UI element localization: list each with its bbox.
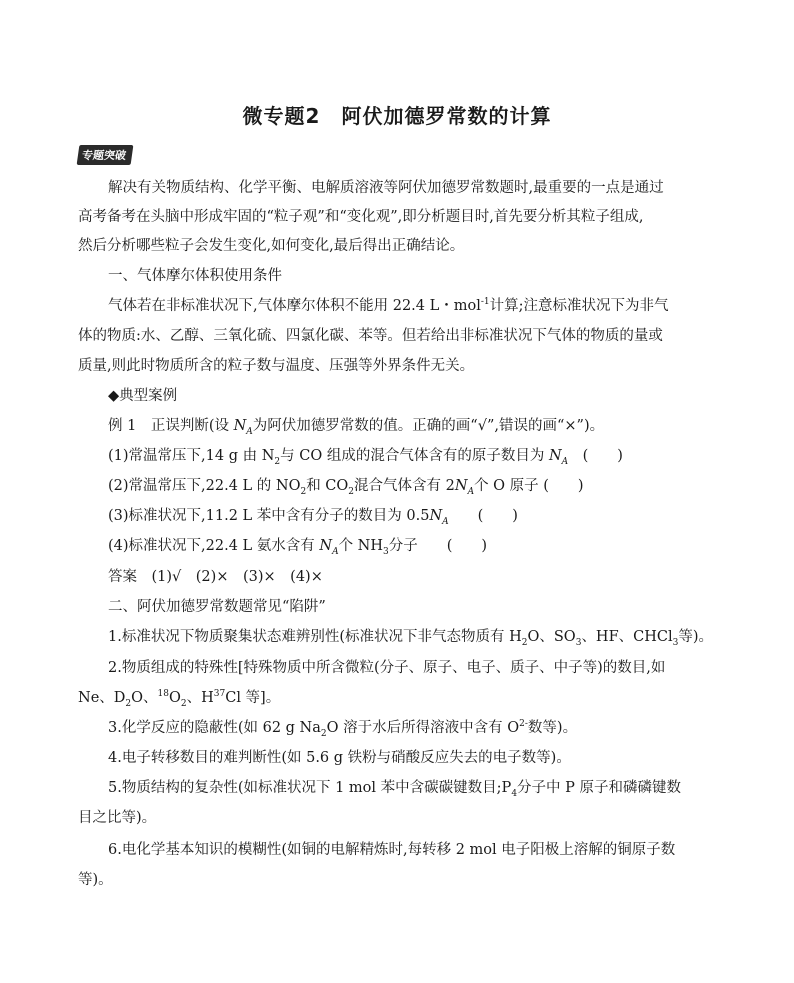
question-item: (3)标准状况下,11.2 L 苯中含有分子的数目为 $0.5N_A$ ( )	[108, 508, 518, 527]
trap-item: 1.标准状况下物质聚集状态难辨别性(标准状况下非气态物质有 $H_2O$、$SO_3$、HF、CHCl$_3$等)。	[108, 629, 714, 648]
trap-item-continued: 目之比等)。	[78, 810, 157, 826]
trap-item: 2.物质组成的特殊性[特殊物质中所含微粒(分子、原子、电子、质子、中子等)的数目,如	[108, 660, 666, 676]
badge-char: 突	[103, 149, 116, 162]
trap-item-continued: Ne、$D_2O$、$^{18}O_2$、$H^{37}Cl$ 等]。	[78, 689, 281, 709]
question-item: (2)常温常压下,22.4 L 的 $NO_2$和 $CO_2$混合气体含有 $2N_A$个 O 原子 ( )	[108, 478, 584, 497]
trap-item: 6.电化学基本知识的模糊性(如铜的电解精炼时,每转移 2 mol 电子阳极上溶解的铜原子数	[108, 842, 676, 858]
paragraph-line: 气体若在非标准状况下,气体摩尔体积不能用 22.4 L・mol$^{-1}$计算;注意标准状况下为非气	[108, 297, 669, 314]
trap-item: 3.化学反应的隐蔽性(如 62 g $Na_2O$ 溶于水后所得溶液中含有 $O^{2-}$数等)。	[108, 719, 578, 739]
answer-line: 答案 (1)√ (2)× (3)× (4)×	[108, 569, 323, 585]
intro-line: 解决有关物质结构、化学平衡、电解质溶液等阿伏加德罗常数题时,最重要的一点是通过	[108, 180, 664, 196]
question-item: (1)常温常压下,14 g 由 $N_2$与 CO 组成的混合气体含有的原子数目为 $N_A$ ( )	[108, 448, 623, 467]
badge-char: 专	[81, 149, 94, 162]
example-statement: 例 1 正误判断(设 $N_A$为阿伏加德罗常数的值。正确的画“√”,错误的画“×”)。	[108, 418, 605, 437]
intro-line: 然后分析哪些粒子会发生变化,如何变化,最后得出正确结论。	[78, 238, 465, 254]
paragraph-line: 体的物质:水、乙醇、三氧化硫、四氯化碳、苯等。但若给出非标准状况下气体的物质的量或	[78, 328, 663, 344]
section-heading: 二、阿伏加德罗常数题常见“陷阱”	[108, 599, 326, 615]
example-heading: ◆典型案例	[108, 388, 178, 404]
paragraph-line: 质量,则此时物质所含的粒子数与温度、压强等外界条件无关。	[78, 358, 475, 374]
page-title: 微专题2 阿伏加德罗常数的计算	[242, 104, 552, 128]
trap-item-continued: 等)。	[78, 872, 113, 888]
badge-char: 破	[114, 149, 127, 162]
trap-item: 5.物质结构的复杂性(如标准状况下 1 mol 苯中含碳碳键数目$;P_4$分子中 P 原子和磷磷键数	[108, 780, 682, 799]
intro-line: 高考备考在头脑中形成牢固的“粒子观”和“变化观”,即分析题目时,首先要分析其粒子组成,	[78, 209, 644, 225]
trap-item: 4.电子转移数目的难判断性(如 5.6 g 铁粉与硝酸反应失去的电子数等)。	[108, 750, 571, 766]
section-badge	[77, 145, 134, 165]
question-item: (4)标准状况下,22.4 L 氨水含有 $N_A$个 $NH_3$分子 ( )	[108, 538, 488, 557]
badge-char: 题	[92, 149, 105, 162]
section-heading: 一、气体摩尔体积使用条件	[108, 268, 282, 284]
